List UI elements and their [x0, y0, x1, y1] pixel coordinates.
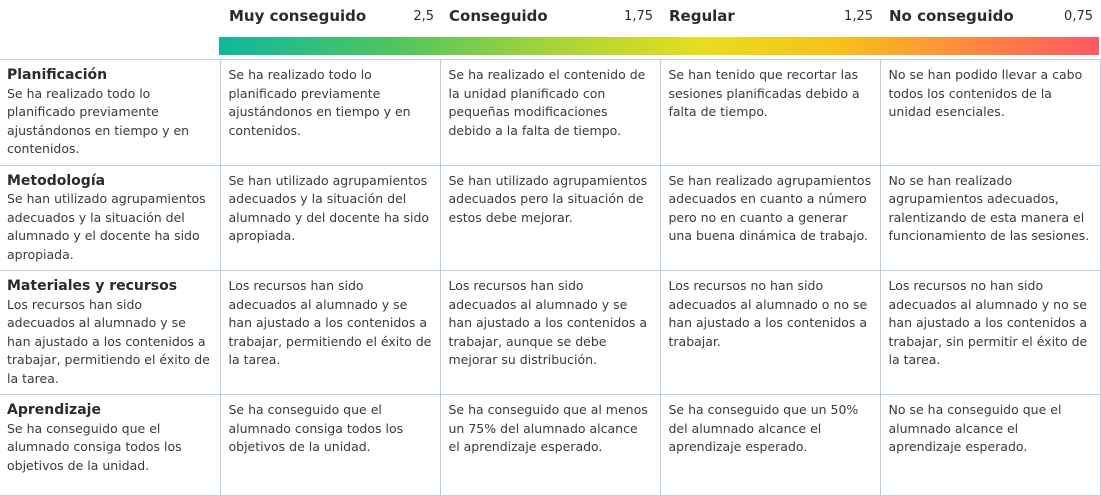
level-header-no-conseguido [889, 5, 1093, 27]
level-points: 2,5 [413, 8, 434, 24]
criterion-cell [0, 395, 220, 496]
rubric-cell: No se han podido llevar a cabo todos los contenidos de la unidad esenciales. [880, 60, 1100, 166]
rubric-cell: No se han realizado agrupamientos adecuados, ralentizando de esta manera el funcionamiento de las sesiones. [880, 165, 1100, 271]
rubric-cell: Los recursos no han sido adecuados al alumnado y no se han ajustado a los contenidos a trabajar, sin permitir el éxito de la tarea. [880, 271, 1100, 395]
table-row [0, 395, 1100, 496]
criterion-description: Los recursos han sido adecuados al alumnado y se han ajustado a los contenidos a trabajar, permitiendo el éxito de la tarea. [7, 296, 210, 386]
level-label: Muy conseguido [229, 7, 367, 25]
score-gradient-bar [219, 37, 1099, 55]
rubric-cell: Los recursos han sido adecuados al alumnado y se han ajustado a los contenidos a trabajar, permitiendo el éxito de la tarea. [220, 271, 440, 395]
rubric-cell: Se han utilizado agrupamientos adecuados y la situación del alumnado y del docente ha sido apropiada. [220, 165, 440, 271]
rubric-cell: No se ha conseguido que el alumnado alcance el aprendizaje esperado. [880, 395, 1100, 496]
rubric-cell: Se han tenido que recortar las sesiones planificadas debido a falta de tiempo. [660, 60, 880, 166]
rubric-cell: Se ha conseguido que el alumnado consiga todos los objetivos de la unidad. [220, 395, 440, 496]
level-header-regular [669, 5, 873, 27]
rubric-cell: Se han utilizado agrupamientos adecuados pero la situación de estos debe mejorar. [440, 165, 660, 271]
rubric-cell: Se ha conseguido que al menos un 75% del alumnado alcance el aprendizaje esperado. [440, 395, 660, 496]
rubric-table [0, 59, 1101, 496]
level-points: 1,25 [844, 8, 873, 24]
level-header-conseguido [449, 5, 653, 27]
level-label: Regular [669, 7, 735, 25]
rubric-cell: Se ha conseguido que un 50% del alumnado alcance el aprendizaje esperado. [660, 395, 880, 496]
rubric-cell: Los recursos no han sido adecuados al alumnado o no se han ajustado a los contenidos a trabajar. [660, 271, 880, 395]
rubric-cell: Los recursos han sido adecuados al alumnado y se han ajustado a los contenidos a trabajar, aunque se debe mejorar su distribución. [440, 271, 660, 395]
criterion-cell [0, 165, 220, 271]
rubric-cell: Se ha realizado el contenido de la unidad planificado con pequeñas modificaciones debido a la falta de tiempo. [440, 60, 660, 166]
rubric-cell: Se ha realizado todo lo planificado previamente ajustándonos en tiempo y en contenidos. [220, 60, 440, 166]
rubric-cell: Se han realizado agrupamientos adecuados en cuanto a número pero no en cuanto a generar una buena dinámica de trabajo. [660, 165, 880, 271]
criterion-cell [0, 271, 220, 395]
level-header-muy-conseguido [229, 5, 434, 27]
table-row [0, 271, 1100, 395]
level-label: No conseguido [889, 7, 1014, 25]
criterion-cell [0, 60, 220, 166]
criterion-description: Se ha conseguido que el alumnado consiga todos los objetivos de la unidad. [7, 420, 182, 473]
table-row [0, 60, 1100, 166]
level-label: Conseguido [449, 7, 548, 25]
criterion-description: Se han utilizado agrupamientos adecuados y la situación del alumnado y el docente ha sido apropiada. [7, 191, 206, 262]
criterion-title: Planificación [7, 67, 108, 83]
level-points: 1,75 [624, 8, 653, 24]
criterion-description: Se ha realizado todo lo planificado previamente ajustándonos en tiempo y en contenidos. [7, 85, 190, 156]
level-points: 0,75 [1064, 8, 1093, 24]
criterion-title: Metodología [7, 172, 106, 189]
table-row [0, 165, 1100, 271]
criterion-title: Aprendizaje [7, 402, 101, 418]
criterion-title: Materiales y recursos [7, 278, 178, 294]
